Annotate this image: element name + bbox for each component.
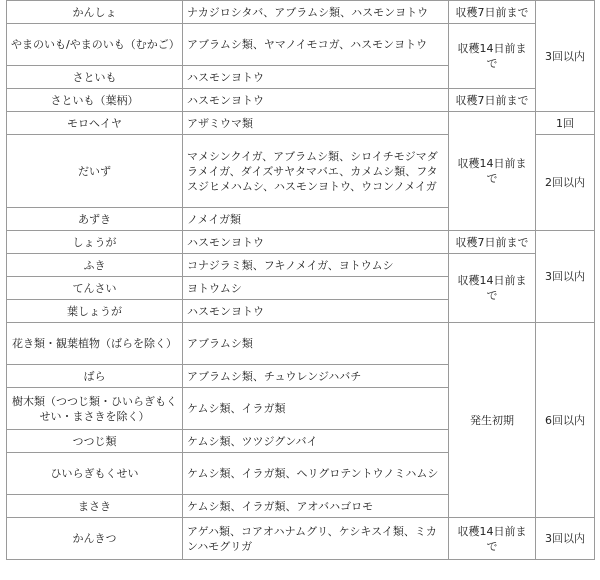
timing-cell: 収穫14日前まで [449,254,536,323]
crop-cell: モロヘイヤ [7,112,183,135]
crop-cell: ふき [7,254,183,277]
pest-cell: ヨトウムシ [183,277,449,300]
table-row [7,323,595,365]
crop-cell: つつじ類 [7,430,183,453]
pest-cell: アゲハ類、コアオハナムグリ、ケシキスイ類、ミカンハモグリガ [183,518,449,560]
crop-cell: さといも（葉柄） [7,89,183,112]
pest-cell: ナカジロシタバ、アブラムシ類、ハスモンヨトウ [183,1,449,24]
table-row [7,112,595,135]
crop-cell: ひいらぎもくせい [7,453,183,495]
crop-cell: てんさい [7,277,183,300]
pest-cell: マメシンクイガ、アブラムシ類、シロイチモジマダラメイガ、ダイズサヤタマバエ、カメムシ類、フタスジヒメハムシ、ハスモンヨトウ、ウコンノメイガ [183,135,449,208]
pest-cell: ハスモンヨトウ [183,66,449,89]
count-cell: 3回以内 [536,231,595,323]
crop-cell: かんしょ [7,1,183,24]
timing-cell: 収穫7日前まで [449,231,536,254]
pest-cell: ハスモンヨトウ [183,300,449,323]
pest-cell: ハスモンヨトウ [183,89,449,112]
crop-cell: かんきつ [7,518,183,560]
count-cell: 3回以内 [536,1,595,112]
crop-cell: やまのいも/やまのいも（むかご） [7,24,183,66]
table-row [7,231,595,254]
pest-cell: ノメイガ類 [183,208,449,231]
timing-cell: 収穫14日前まで [449,24,536,89]
timing-cell: 収穫7日前まで [449,89,536,112]
crop-cell: 樹木類（つつじ類・ひいらぎもくせい・まさきを除く） [7,388,183,430]
count-cell: 6回以内 [536,323,595,518]
pest-cell: ハスモンヨトウ [183,231,449,254]
count-cell: 1回 [536,112,595,135]
timing-cell: 収穫7日前まで [449,1,536,24]
table-row [7,254,595,277]
count-cell: 2回以内 [536,135,595,231]
pest-cell: ケムシ類、イラガ類、ヘリグロテントウノミハムシ [183,453,449,495]
pest-cell: アザミウマ類 [183,112,449,135]
pest-cell: アブラムシ類 [183,323,449,365]
crop-cell: さといも [7,66,183,89]
pest-cell: アブラムシ類、チュウレンジハバチ [183,365,449,388]
crop-cell: あずき [7,208,183,231]
pest-cell: ケムシ類、ツツジグンバイ [183,430,449,453]
pest-cell: ケムシ類、イラガ類、アオバハゴロモ [183,495,449,518]
pest-cell: コナジラミ類、フキノメイガ、ヨトウムシ [183,254,449,277]
pest-cell: ケムシ類、イラガ類 [183,388,449,430]
crop-cell: 葉しょうが [7,300,183,323]
timing-cell: 発生初期 [449,323,536,518]
table-row [7,518,595,560]
crop-cell: だいず [7,135,183,208]
pesticide-table [6,0,595,560]
timing-cell: 収穫14日前まで [449,518,536,560]
count-cell: 3回以内 [536,518,595,560]
pest-cell: アブラムシ類、ヤマノイモコガ、ハスモンヨトウ [183,24,449,66]
crop-cell: 花き類・観葉植物（ばらを除く） [7,323,183,365]
crop-cell: ばら [7,365,183,388]
table-row [7,89,595,112]
timing-cell: 収穫14日前まで [449,112,536,231]
crop-cell: まさき [7,495,183,518]
table-row [7,1,595,24]
crop-cell: しょうが [7,231,183,254]
table-row [7,24,595,66]
